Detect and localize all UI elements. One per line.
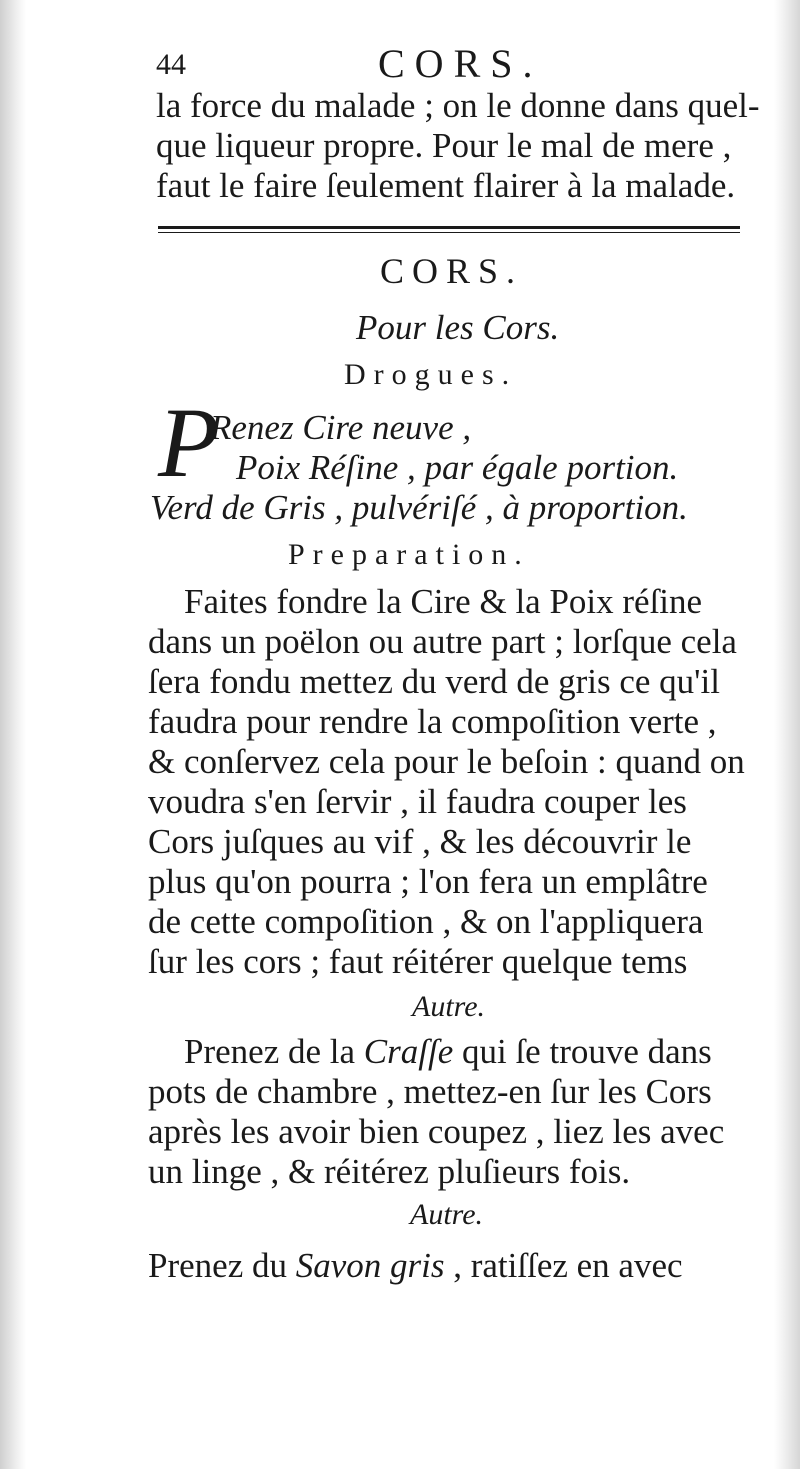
autre2-line-1 [148, 1246, 683, 1286]
carryover-line-3: faut le faire ſeulement flairer à la malade. [156, 166, 736, 205]
carryover-line-2: que liqueur propre. Pour le mal de mere , [156, 126, 732, 165]
preparation-line-4: faudra pour rendre la compoſition verte , [148, 702, 717, 741]
running-head-title: CORS. [378, 41, 543, 86]
autre-heading-1: Autre. [412, 990, 486, 1023]
autre1-line-1-start: Prenez de la [184, 1032, 364, 1071]
preparation-line-9: de cette compoſition , & on l'appliquera [148, 902, 704, 941]
section-title: CORS. [380, 251, 524, 291]
autre2-line-1-end: , ratiſſez en avec [444, 1246, 683, 1285]
autre1-line-4: un linge , & réitérez pluſieurs fois. [148, 1152, 631, 1191]
preparation-line-10: ſur les cors ; faut réitérer quelque tems [148, 942, 688, 981]
autre2-line-1-italic: Savon gris [295, 1246, 445, 1285]
page-number: 44 [156, 48, 186, 81]
preparation-heading: Preparation. [288, 538, 530, 571]
section-subtitle: Pour les Cors. [356, 308, 560, 347]
preparation-line-2: dans un poëlon ou autre part ; lorſque cela [148, 622, 737, 661]
autre1-line-3: après les avoir bien coupez , liez les avec [148, 1112, 725, 1151]
preparation-line-1: Faites fondre la Cire & la Poix réſine [184, 582, 703, 621]
preparation-line-3: ſera fondu mettez du verd de gris ce qu'il [148, 662, 720, 701]
autre1-line-1 [184, 1032, 712, 1072]
page-left-edge-shadow [0, 0, 26, 1469]
drop-cap-letter: P [158, 387, 220, 498]
drogues-heading: Drogues. [344, 358, 518, 391]
drug-line-2: Poix Réſine , par égale portion. [236, 448, 679, 487]
autre-heading-2: Autre. [410, 1198, 484, 1231]
preparation-line-5: & conſervez cela pour le beſoin : quand on [148, 742, 745, 781]
drug-line-1: Renez Cire neuve , [210, 408, 472, 447]
preparation-line-7: Cors juſques au vif , & les découvrir le [148, 822, 692, 861]
section-divider-thick [158, 226, 740, 229]
carryover-line-1: la force du malade ; on le donne dans quel- [156, 86, 760, 125]
autre1-line-2: pots de chambre , mettez-en ſur les Cors [148, 1072, 712, 1111]
running-head [156, 40, 586, 88]
section-divider-thin [158, 232, 740, 233]
autre2-line-1-start: Prenez du [148, 1246, 296, 1285]
preparation-line-8: plus qu'on pourra ; l'on fera un emplâtre [148, 862, 708, 901]
preparation-line-6: voudra s'en ſervir , il faudra couper les [148, 782, 687, 821]
autre1-line-1-italic: Craſſe [363, 1032, 454, 1071]
autre1-line-1-end: qui ſe trouve dans [453, 1032, 712, 1071]
page-right-edge-shadow [774, 0, 800, 1469]
drug-line-3: Verd de Gris , pulvériſé , à proportion. [150, 488, 688, 527]
